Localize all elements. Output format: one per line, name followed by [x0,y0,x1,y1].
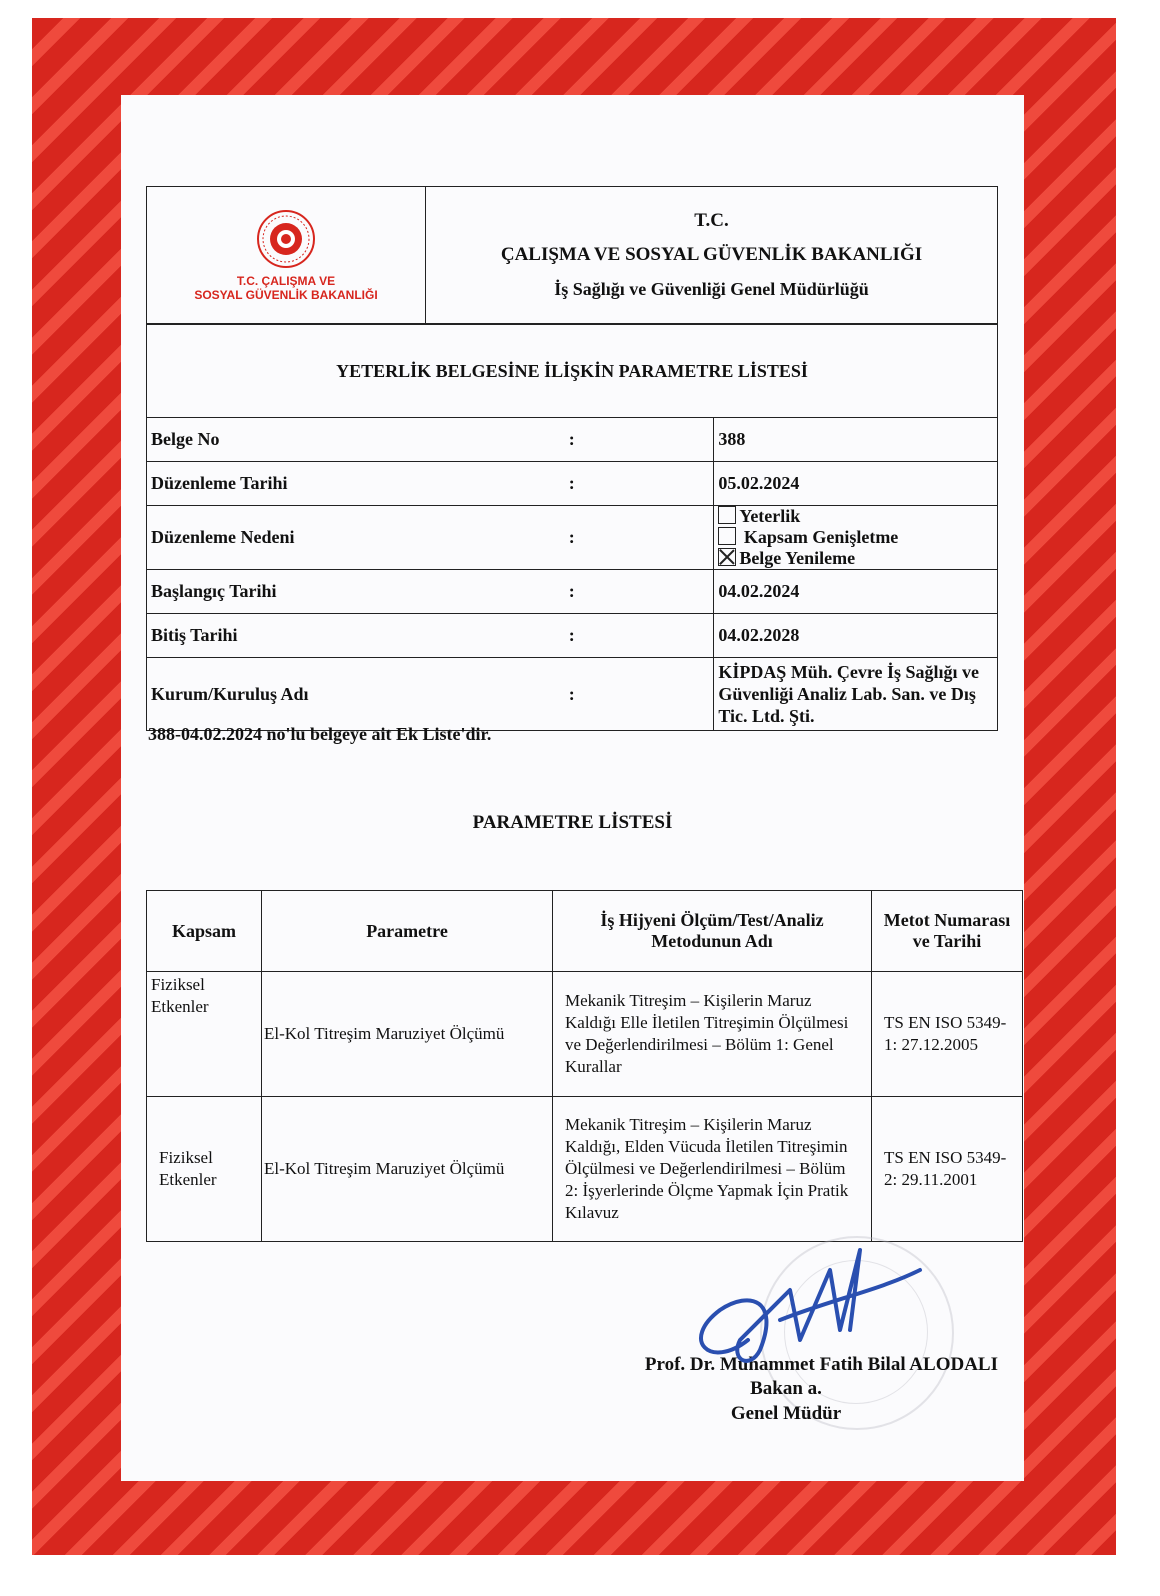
country-name: T.C. [694,210,729,231]
cell-parametre: El-Kol Titreşim Maruziyet Ölçümü [262,972,553,1097]
bitis-tarihi-value: 04.02.2028 [714,614,998,658]
document-title: YETERLİK BELGESİNE İLİŞKİN PARAMETRE LİSTESİ [147,325,998,418]
checkbox-icon [718,506,736,524]
baslangic-tarihi-value: 04.02.2024 [714,570,998,614]
parameter-table [146,890,1023,1242]
belge-no-label: Belge No [147,418,431,462]
baslangic-tarihi-label: Başlangıç Tarihi [147,570,431,614]
colon: : [430,658,714,731]
parameter-list-title: PARAMETRE LİSTESİ [472,812,673,833]
belge-no-value: 388 [714,418,998,462]
ek-list-note: 388-04.02.2024 no'lu belgeye ait Ek Liste'dir. [148,724,492,744]
ministry-emblem-icon [256,209,316,269]
colon: : [430,570,714,614]
kurum-value: KİPDAŞ Müh. Çevre İş Sağlığı ve Güvenliği Analiz Lab. San. ve Dış Tic. Ltd. Şti. [714,658,998,731]
ministry-name: ÇALIŞMA VE SOSYAL GÜVENLİK BAKANLIĞI [500,244,923,265]
cell-parametre: El-Kol Titreşim Maruziyet Ölçümü [262,1097,553,1242]
header-kapsam: Kapsam [147,891,262,972]
logo-text-line2: SOSYAL GÜVENLİK BAKANLIĞI [194,287,378,302]
duzenleme-tarihi-value: 05.02.2024 [714,462,998,506]
option-yeterlik [718,506,860,527]
cell-metot: Mekanik Titreşim – Kişilerin Maruz Kaldığı Elle İletilen Titreşimin Ölçülmesi ve Değerlendirilmesi – Bölüm 1: Genel Kurallar [553,972,872,1097]
option-kapsam-genisletme [718,527,956,548]
info-table [146,324,998,731]
header-metot-no: Metot Numarası ve Tarihi [872,891,1023,972]
directorate-name: İş Sağlığı ve Güvenliği Genel Müdürlüğü [554,279,869,299]
signatory-name: Prof. Dr. Muhammet Fatih Bilal ALODALI [644,1354,998,1375]
table-row [147,972,1023,1097]
table-header-row [147,891,1023,972]
cell-kapsam: Fiziksel Etkenler [147,1097,262,1242]
handwritten-signature [690,1230,930,1390]
logo-text-line1: T.C. ÇALIŞMA VE [236,273,336,288]
option-label: Belge Yenileme [739,548,856,568]
cell-metot: Mekanik Titreşim – Kişilerin Maruz Kaldığı, Elden Vücuda İletilen Titreşimin Ölçülmesi ve Değerlendirilmesi – Bölüm 2: İşyerlerinde Ölçme Yapmak İçin Pratik Kılavuz [553,1097,872,1242]
duzenleme-tarihi-label: Düzenleme Tarihi [147,462,431,506]
colon: : [430,614,714,658]
option-label: Kapsam Genişletme [743,527,899,547]
option-belge-yenileme [718,548,855,569]
signatory-role: Bakan a. [750,1378,822,1399]
checkbox-icon [718,527,736,545]
ministry-heading [426,187,998,324]
signatory-title: Genel Müdür [730,1403,842,1424]
colon: : [430,418,714,462]
duzenleme-nedeni-options [714,506,998,570]
header-parametre: Parametre [262,891,553,972]
kurum-label: Kurum/Kuruluş Adı [147,658,431,731]
duzenleme-nedeni-label: Düzenleme Nedeni [147,506,431,570]
bitis-tarihi-label: Bitiş Tarihi [147,614,431,658]
checked-box-icon [718,548,736,566]
colon: : [430,462,714,506]
colon: : [430,506,714,570]
ministry-logo [147,187,426,324]
table-row [147,1097,1023,1242]
cell-kapsam: Fiziksel Etkenler [147,972,262,1097]
cell-metot-no: TS EN ISO 5349-1: 27.12.2005 [872,972,1023,1097]
header-table [146,186,998,324]
cell-metot-no: TS EN ISO 5349-2: 29.11.2001 [872,1097,1023,1242]
header-metot-adi: İş Hijyeni Ölçüm/Test/Analiz Metodunun Adı [553,891,872,972]
option-label: Yeterlik [739,506,801,526]
